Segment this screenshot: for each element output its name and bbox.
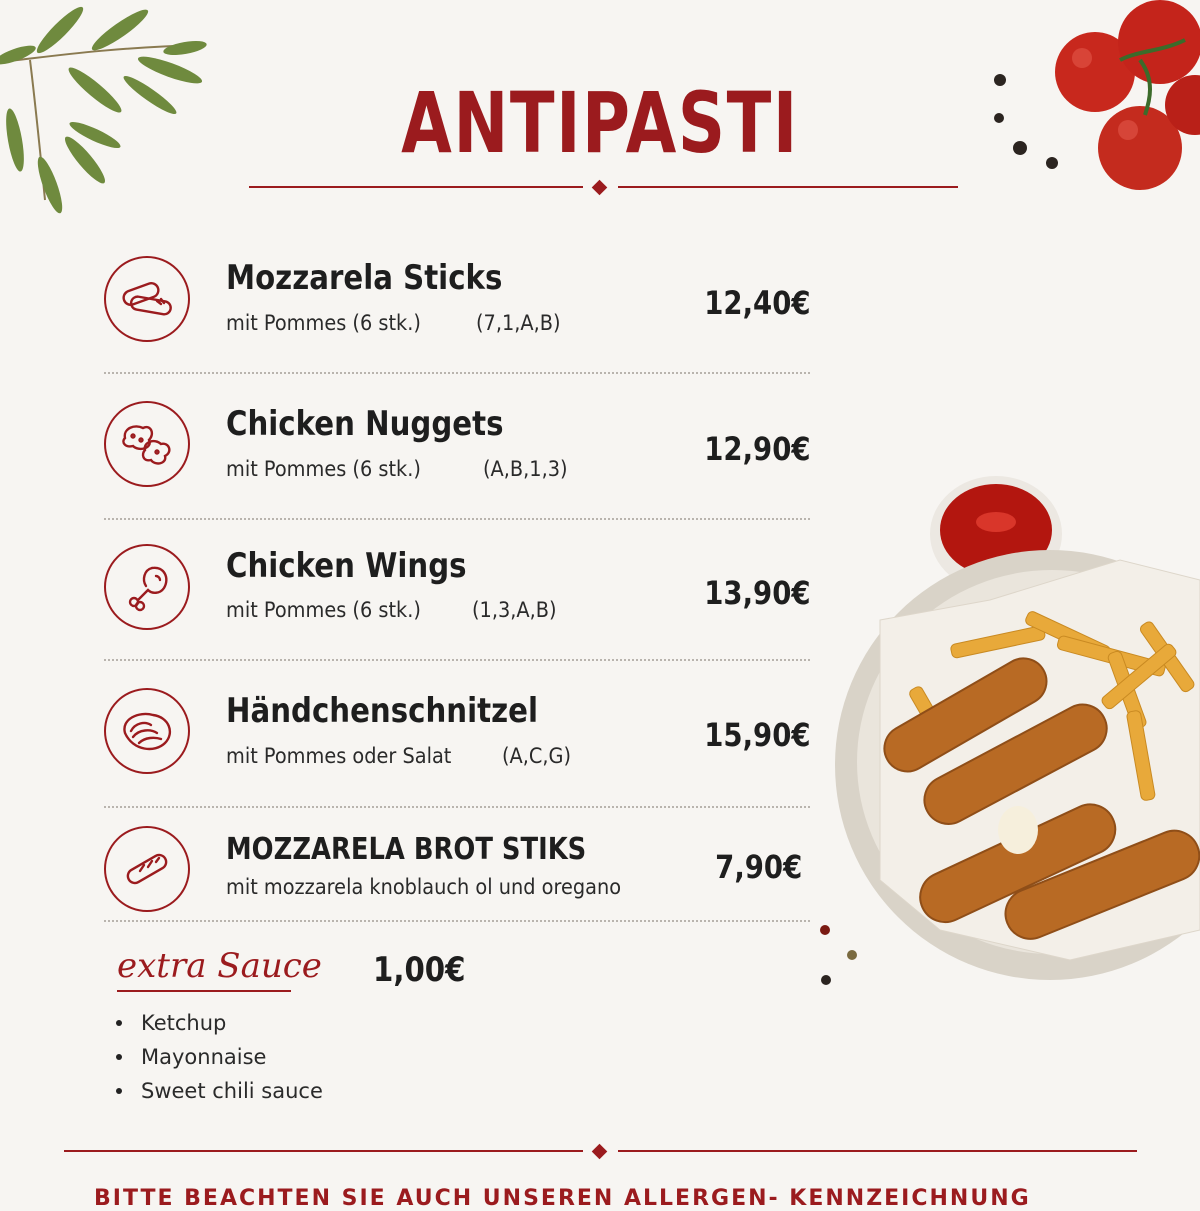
bullet-icon	[116, 1088, 122, 1094]
schnitzel-icon	[104, 688, 190, 774]
bullet-icon	[116, 1020, 122, 1026]
footer-rule-left	[64, 1150, 583, 1152]
menu-item	[104, 688, 810, 808]
item-name: MOZZARELA BROT STIKS	[226, 832, 587, 867]
item-divider	[104, 659, 810, 661]
item-name: Händchenschnitzel	[226, 691, 538, 731]
extra-sauce-title: extra Sauce	[117, 946, 322, 986]
page-title: ANTIPASTI	[401, 74, 799, 172]
item-price: 7,90€	[714, 848, 802, 886]
item-description: mit Pommes oder Salat	[226, 744, 452, 768]
item-allergens: (A,C,G)	[502, 744, 572, 768]
chicken-nuggets-icon	[104, 401, 190, 487]
menu-item	[104, 256, 810, 376]
chicken-drumstick-icon	[104, 544, 190, 630]
item-description: mit Pommes (6 stk.)	[226, 598, 421, 622]
title-rule-right	[618, 186, 958, 188]
item-price: 13,90€	[703, 574, 810, 612]
sauce-label: Mayonnaise	[141, 1045, 267, 1069]
extra-sauce-price: 1,00€	[373, 950, 466, 990]
item-allergens: (1,3,A,B)	[472, 598, 557, 622]
sauce-list-item	[116, 1006, 323, 1040]
allergen-notice: BITTE BEACHTEN SIE AUCH UNSEREN ALLERGEN- KENNZEICHNUNG	[94, 1186, 1031, 1211]
menu-item	[104, 401, 810, 521]
item-description: mit Pommes (6 stk.)	[226, 311, 421, 335]
extra-sauce-underline	[117, 990, 291, 992]
item-description: mit Pommes (6 stk.)	[226, 457, 421, 481]
item-price: 15,90€	[703, 716, 810, 754]
item-price: 12,40€	[703, 284, 810, 322]
item-name: Chicken Nuggets	[226, 404, 504, 444]
sauce-list	[116, 1006, 323, 1108]
item-name: Chicken Wings	[226, 546, 467, 586]
bread-stick-icon	[104, 826, 190, 912]
bullet-icon	[116, 1054, 122, 1060]
sauce-list-item	[116, 1040, 323, 1074]
item-divider	[104, 518, 810, 520]
footer-diamond	[592, 1144, 608, 1160]
sauce-label: Sweet chili sauce	[141, 1079, 323, 1103]
menu-item	[104, 544, 810, 664]
mozzarella-sticks-plate-image	[820, 460, 1200, 990]
title-rule-left	[249, 186, 583, 188]
item-description: mit mozzarela knoblauch ol und oregano	[226, 875, 622, 899]
item-divider	[104, 920, 810, 922]
item-name: Mozzarela Sticks	[226, 258, 503, 298]
item-divider	[104, 372, 810, 374]
sauce-list-item	[116, 1074, 323, 1108]
menu-item	[104, 826, 810, 926]
item-price: 12,90€	[703, 430, 810, 468]
item-allergens: (A,B,1,3)	[483, 457, 568, 481]
mozzarella-sticks-icon	[104, 256, 190, 342]
item-allergens: (7,1,A,B)	[476, 311, 561, 335]
title-diamond	[592, 180, 608, 196]
sauce-label: Ketchup	[141, 1011, 227, 1035]
footer-rule-right	[618, 1150, 1137, 1152]
item-divider	[104, 806, 810, 808]
